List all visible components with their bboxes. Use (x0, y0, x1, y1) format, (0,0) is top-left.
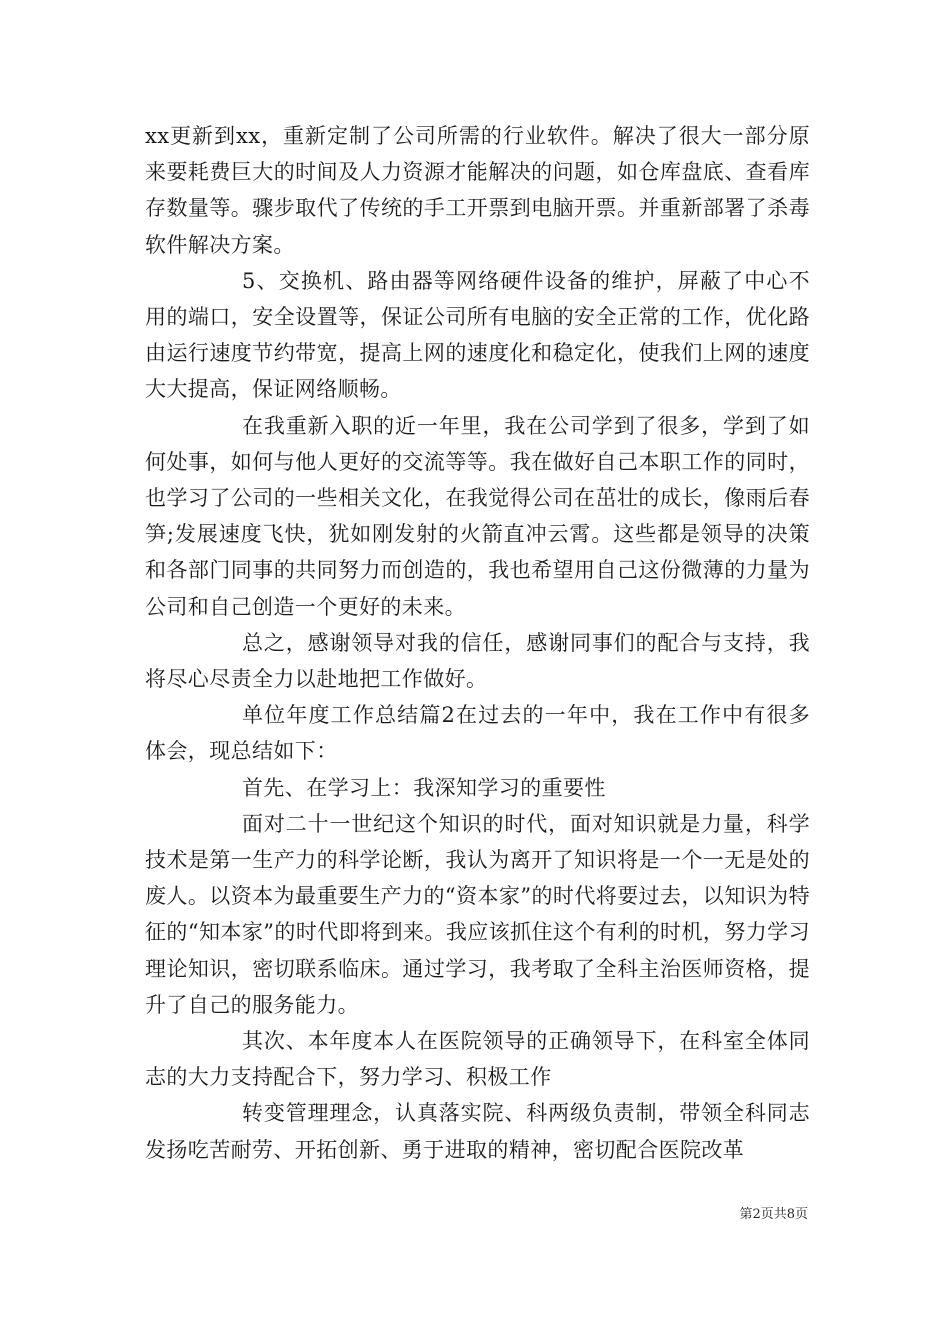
paragraph-5: 单位年度工作总结篇2在过去的一年中，我在工作中有很多体会，现总结如下： (145, 703, 810, 764)
page-number-footer: 第2页共8页 (739, 1207, 808, 1222)
paragraph-1: xx更新到xx，重新定制了公司所需的行业软件。解决了很大一部分原来要耗费巨大的时间及人力资源才能解决的问题，如仓库盘底、查看库存数量等。骤步取代了传统的手工开票到电脑开票。并重新部署了杀毒软件解决方案。 (145, 124, 810, 257)
paragraph-7: 面对二十一世纪这个知识的时代，面对知识就是力量，科学技术是第一生产力的科学论断，我认为离开了知识将是一个一无是处的废人。以资本为最重要生产力的“资本家”的时代将要过去，以知识为特征的“知本家”的时代即将到来。我应该抓住这个有利的时机，努力学习理论知识，密切联系临床。通过学习，我考取了全科主治医师资格，提升了自己的服务能力。 (145, 811, 810, 1017)
paragraph-2: 5、交换机、路由器等网络硬件设备的维护，屏蔽了中心不用的端口，安全设置等，保证公司所有电脑的安全正常的工作，优化路由运行速度节约带宽，提高上网的速度化和稳定化，使我们上网的速度大大提高，保证网络顺畅。 (145, 268, 810, 402)
paragraph-3: 在我重新入职的近一年里，我在公司学到了很多，学到了如何处事，如何与他人更好的交流等等。我在做好自己本职工作的同时，也学习了公司的一些相关文化，在我觉得公司在茁壮的成长，像雨后春笋;发展速度飞快，犹如刚发射的火箭直冲云霄。这些都是领导的决策和各部门同事的共同努力而创造的，我也希望用自己这份微薄的力量为公司和自己创造一个更好的未来。 (145, 413, 810, 619)
document-body (145, 118, 810, 1168)
paragraph-8: 其次、本年度本人在医院领导的正确领导下，在科室全体同志的大力支持配合下，努力学习、积极工作 (145, 1029, 810, 1090)
paragraph-9: 转变管理理念，认真落实院、科两级负责制，带领全科同志发扬吃苦耐劳、开拓创新、勇于进取的精神，密切配合医院改革 (145, 1101, 810, 1162)
paragraph-4: 总之，感谢领导对我的信任，感谢同事们的配合与支持，我将尽心尽责全力以赴地把工作做好。 (145, 630, 810, 692)
paragraph-6: 首先、在学习上：我深知学习的重要性 (242, 775, 606, 800)
